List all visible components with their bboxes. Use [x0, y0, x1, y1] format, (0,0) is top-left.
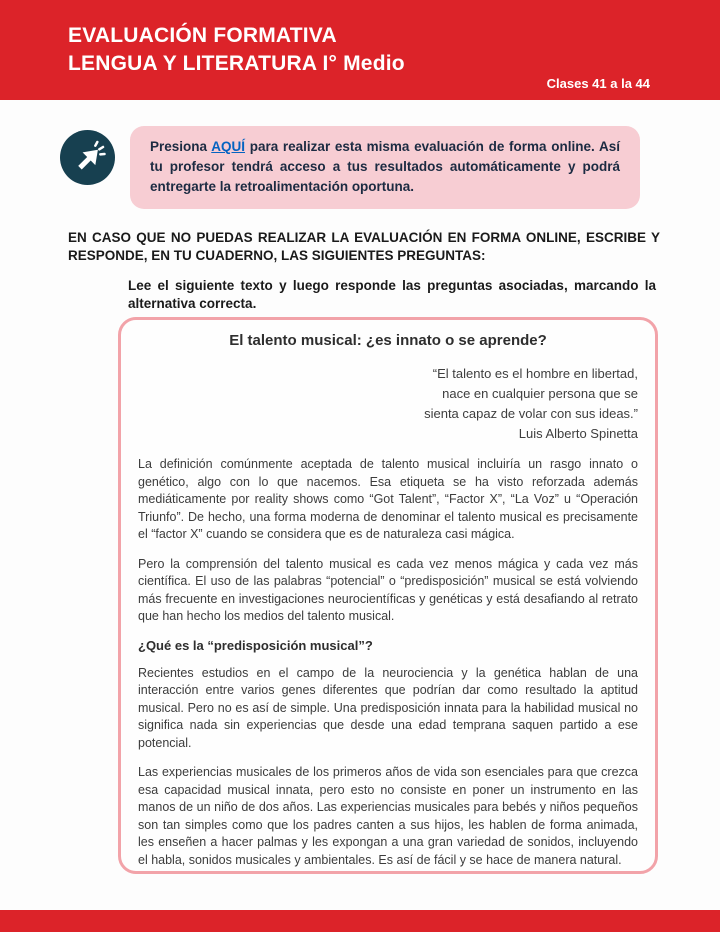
reading-paragraph-2: Pero la comprensión del talento musical es cada vez menos mágica y cada vez más científica. El uso de las palabras “potencial” o “predisposición” musical se está volviendo más frecuente en investigaciones neurocientíficas y genéticas y está desafiando al retrato que han hecho los medios del talento musical. [138, 556, 638, 623]
callout-text-before: Presiona [150, 139, 212, 154]
reading-paragraph-1: La definición comúnmente aceptada de talento musical incluiría un rasgo innato o genético, algo con lo que nacemos. Esa etiqueta se ha visto reforzada además mediáticamente por reality shows como “Got Talent”, “Factor X”, “La Voz” u “Operación Triunfo”. De hecho, una forma moderna de denominar el talento musical es precisamente el “factor X” cuando se considera que es de naturaleza casi mágica. [138, 457, 638, 541]
quote-line: nace en cualquier persona que se [442, 386, 638, 401]
reading-paragraph-3: Recientes estudios en el campo de la neurociencia y la genética hablan de una interacción entre varios genes diferentes que podrían dar como resultado la aptitud musical. Pero no es así de simple. Una predisposición innata para la habilidad musical no significa nada sin experiencias que desde una edad temprana saquen partido a ese potencial. [138, 665, 638, 750]
sub-instruction: Lee el siguiente texto y luego responde las preguntas asociadas, marcando la alternativa correcta. [128, 278, 656, 311]
reading-subheading: ¿Qué es la “predisposición musical”? [138, 637, 373, 653]
quote-line: sienta capaz de volar con sus ideas.” [424, 406, 638, 421]
header-banner [0, 0, 720, 100]
epigraph-quote [138, 364, 638, 444]
reading-paragraph-4: Las experiencias musicales de los primeros años de vida son esenciales para que crezca esa capacidad musical innata, pero esto no consiste en poner un instrumento en las manos de un niño de dos años. Las experiencias musicales para bebés y niños pequeños son tan simples como que los padres canten a sus hijos, les hablen de forma animada, les enseñen a hacer palmas y les expongan a una gran variedad de sonidos, incluyendo el habla, sonidos musicales y ambientales. Es así de fácil y se hace de manera natural. [138, 765, 638, 867]
page-title-line1: EVALUACIÓN FORMATIVA [68, 24, 337, 47]
main-instruction: EN CASO QUE NO PUEDAS REALIZAR LA EVALUACIÓN EN FORMA ONLINE, ESCRIBE Y RESPONDE, EN TU CUADERNO, LAS SIGUIENTES PREGUNTAS: [68, 230, 660, 263]
online-callout-box [130, 126, 640, 209]
page-title-line2: LENGUA Y LITERATURA I° Medio [68, 52, 405, 75]
header-titles [68, 22, 405, 78]
reading-text-box [118, 317, 658, 874]
quote-line: “El talento es el hombre en libertad, [432, 366, 638, 381]
online-callout-text [150, 137, 620, 197]
reading-title: El talento musical: ¿es innato o se aprende? [229, 332, 547, 349]
quote-author: Luis Alberto Spinetta [518, 426, 638, 441]
aqui-link[interactable]: AQUÍ [211, 139, 245, 154]
classes-badge: Clases 41 a la 44 [546, 76, 650, 91]
cursor-click-icon [60, 130, 115, 185]
footer-red-bar [0, 910, 720, 932]
callout-text-after: para realizar esta misma evaluación de forma online. Así tu profesor tendrá acceso a tus resultados automáticamente y podrá entregarte la retroalimentación oportuna. [150, 139, 620, 194]
